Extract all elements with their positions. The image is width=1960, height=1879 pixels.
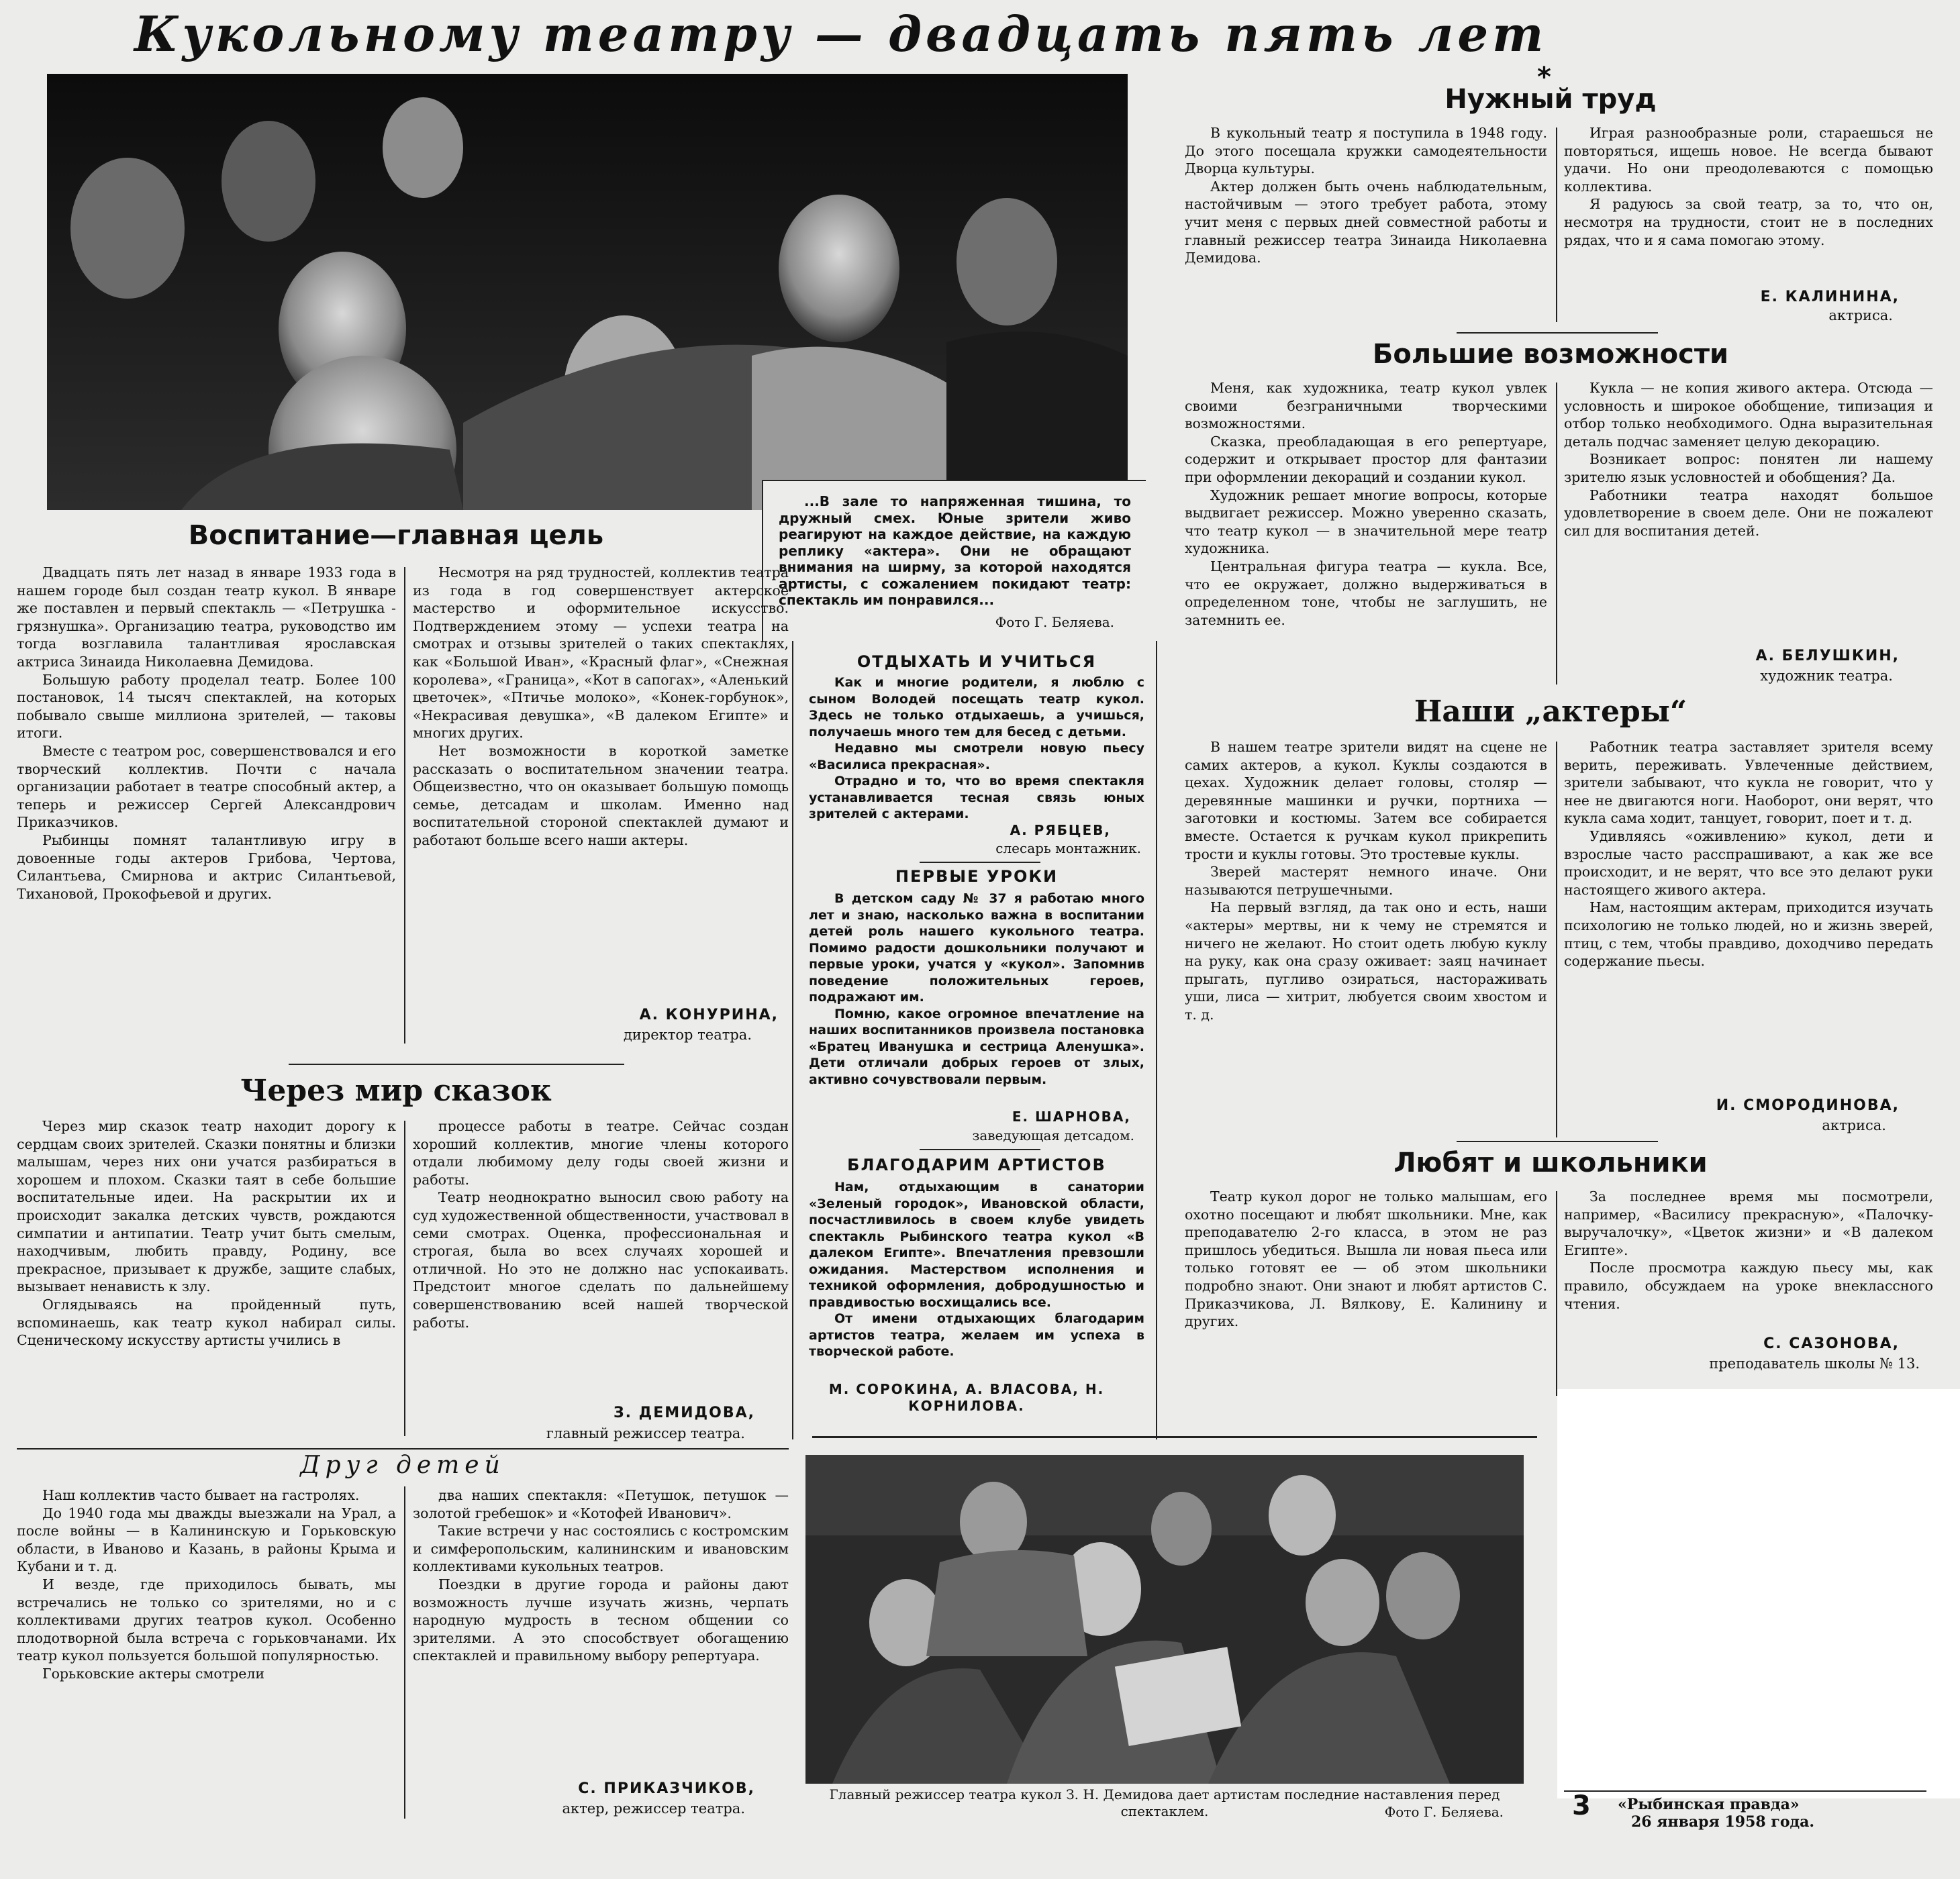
issue-date: 26 января 1958 года. [1631, 1813, 1815, 1831]
drug-col1-p2: До 1940 года мы дважды выезжали на Урал, а после войны — в Калининскую и Горьковскую области, в Иваново и Казань, в районы Крыма и Кубани и т. д. [17, 1505, 396, 1575]
drug-col1-p3: И везде, где приходилось бывать, мы встречались не только со зрителями, но и с коллективами других театров кукол. Особенно плодотворной была встреча с горьковчанами. Их театр кукол пользуется большой популярностью. [17, 1576, 396, 1664]
shkolniki-col2-p2: После просмотра каждую пьесу мы, как правило, обсуждаем на уроке внеклассного чтения. [1564, 1260, 1933, 1312]
skazki-title: Через мир сказок [240, 1074, 552, 1108]
divider-line [289, 1064, 624, 1065]
bolshie-col1-p2: Сказка, преобладающая в его репертуаре, содержит и открывает простор для фантазии при оформлении декораций и создании кукол. [1185, 433, 1547, 485]
nuzhny-signature: Е. КАЛИНИНА, [1760, 289, 1900, 305]
divider-line [920, 862, 1040, 863]
vospitanie-role: директор театра. [623, 1027, 752, 1043]
shkolniki-role: преподаватель школы № 13. [1709, 1356, 1920, 1372]
divider-line [812, 1436, 1537, 1438]
vospitanie-title: Воспитание—главная цель [188, 520, 604, 551]
column-rule [1556, 1191, 1557, 1396]
column-rule [1156, 641, 1157, 1439]
drug-col2-p3: Поездки в другие города и районы дают возможность лучше изучать жизнь, черпать народную мудрость в тесном общении со зрителями. А это способствует обогащению спектаклей и правильному выбору репертуара. [413, 1576, 789, 1664]
aktery-title: Наши „актеры“ [1414, 695, 1687, 729]
photo1-credit: Фото Г. Беляева. [995, 614, 1114, 630]
aktery-col1-p2: Зверей мастерят немного иначе. Они называются петрушечными. [1185, 864, 1547, 898]
aktery-col1 [1185, 738, 1547, 1141]
skazki-col1-p2: Оглядываясь на пройденный путь, вспоминаешь, как театр кукол набирал силы. Сценическому искусству артисты учились в [17, 1296, 396, 1349]
drug-role: актер, режиссер театра. [562, 1800, 745, 1817]
photo1-caption: ...В зале то напряженная тишина, то дружный смех. Юные зрители живо реагируют на каждое действие, на каждую реплику «актера». Они не обращают внимания на ширму, за которой находятся артисты, с сожалением покидают театр: спектакль им понравился... [779, 493, 1131, 608]
bolshie-col1-p3: Художник решает многие вопросы, которые выдвигает режиссер. Можно уверенно сказать, что театр кукол — в значительной мере театр художника. [1185, 487, 1547, 557]
otdyhat-role: слесарь монтажник. [995, 840, 1141, 856]
photo2-credit: Фото Г. Беляева. [1384, 1804, 1504, 1820]
vospitanie-col1-p1: Двадцать пять лет назад в январе 1933 года в нашем городе был создан театр кукол. В январе же поставлен и первый спектакль — «Петрушка - грязнушка». Организацию театра, руководство им тогда возглавила талантливая ярославская актриса Зинаида Николаевна Демидова. [17, 564, 396, 670]
blagodarim-text [809, 1179, 1144, 1379]
shkolniki-col2-p1: За последнее время мы посмотрели, например, «Василису прекрасную», «Палочку-выручалочку», «Цветок жизни» и «В далеком Египте». [1564, 1188, 1933, 1258]
uroki-title: ПЕРВЫЕ УРОКИ [895, 867, 1059, 886]
skazki-col2-p2: Театр неоднократно выносил свою работу на суд художественной общественности, участвовал в семи смотрах. Оценка, профессиональная и строгая, была во всех случаях хорошей и отличной. Но это не должно нас успокаивать. Предстоит многое сделать по дальнейшему совершенствованию всей нашей творческой работы. [413, 1189, 789, 1331]
bolshie-col1-p4: Центральная фигура театра — кукла. Все, что ее окружает, должно выдерживаться в определенном тоне, чтобы не заглушить, не затемнить ее. [1185, 558, 1547, 628]
aktery-role: актриса. [1822, 1117, 1886, 1133]
bolshie-col2-p1: Кукла — не копия живого актера. Отсюда — условность и широкое обобщение, типизация и отбор только необходимого. Одна выразительная деталь подчас заменяет целую декорацию. [1564, 380, 1933, 450]
skazki-col2-p1: процессе работы в театре. Сейчас создан хороший коллектив, многие члены которого отдали любимому делу годы своей жизни и работы. [413, 1118, 789, 1188]
shkolniki-signature: С. САЗОНОВА, [1763, 1335, 1900, 1352]
column-rule [1556, 383, 1557, 684]
column-rule [404, 1486, 405, 1819]
director-photo-drawing [805, 1455, 1524, 1784]
vospitanie-col1 [17, 564, 396, 1047]
uroki-p2: Помню, какое огромное впечатление на наших воспитанников произвела постановка «Братец Иванушка и сестрица Аленушка». Дети отличали добрых героев от злых, активно сочувствовали первым. [809, 1006, 1144, 1087]
bolshie-col2-p2: Возникает вопрос: понятен ли нашему зрителю язык условностей и обобщения? Да. [1564, 451, 1933, 485]
main-headline: Кукольному театру — двадцать пять лет [134, 5, 1548, 62]
bolshie-col2-p3: Работники театра находят большое удовлетворение в своем деле. Они не пожалеют сил для воспитания детей. [1564, 487, 1933, 539]
audience-photo [47, 74, 1128, 510]
aktery-signature: И. СМОРОДИНОВА, [1716, 1097, 1900, 1114]
nuzhny-role: актриса. [1828, 307, 1893, 323]
drug-col1-p1: Наш коллектив часто бывает на гастролях. [42, 1487, 360, 1503]
skazki-signature: З. ДЕМИДОВА, [613, 1405, 755, 1421]
newspaper-name: «Рыбинская правда» [1618, 1796, 1800, 1813]
drug-col2 [413, 1486, 789, 1782]
nuzhny-col2-p2: Я радуюсь за свой театр, за то, что он, несмотря на трудности, стоит не в последних рядах, что и я сама помогаю этому. [1564, 196, 1933, 248]
otdyhat-text [809, 674, 1144, 823]
divider-line [1457, 332, 1658, 334]
nuzhny-title: Нужный труд [1444, 84, 1657, 115]
page-number: 3 [1572, 1790, 1591, 1821]
column-rule [404, 1121, 405, 1436]
drug-col2-p1: два наших спектакля: «Петушок, петушок — золотой гребешок» и «Котофей Иванович». [413, 1487, 789, 1521]
audience-photo-drawing [47, 74, 1128, 510]
otdyhat-p3: Отрадно и то, что во время спектакля устанавливается тесная связь юных зрителей с актерами. [809, 774, 1144, 821]
shkolniki-col1-p1: Театр кукол дорог не только малышам, его охотно посещают и любят школьники. Мне, как преподавателю 2-го класса, в этом не раз пришлось убедиться. Вышла ли новая пьеса или только готовят ее — об этом школьники подробно знают. Они знают и любят артистов С. Приказчикова, Л. Вялкову, Е. Калинину и других. [1185, 1188, 1547, 1330]
asterisk-divider: * [1537, 62, 1551, 93]
nuzhny-col1 [1185, 124, 1547, 325]
aktery-col2-p2: Удивляясь «оживлению» кукол, дети и взрослые часто расспрашивают, а как же все происходит, и не верят, что все это делают руки настоящего живого актера. [1564, 827, 1933, 898]
blagodarim-title: БЛАГОДАРИМ АРТИСТОВ [847, 1156, 1106, 1174]
bolshie-signature: А. БЕЛУШКИН, [1755, 648, 1900, 664]
bolshie-col1-p1: Меня, как художника, театр кукол увлек своими безграничными творческими возможностями. [1185, 380, 1547, 432]
nuzhny-col1-p2: Актер должен быть очень наблюдательным, настойчивым — этого требует работа, этому учит меня с первых дней совместной работы и главный режиссер театра Зинаида Николаевна Демидова. [1185, 178, 1547, 266]
vospitanie-col1-p3: Вместе с театром рос, совершенствовался и его творческий коллектив. Почти с начала организации работает в театре способный актер, а теперь и режиссер Сергей Александрович Приказчиков. [17, 742, 396, 831]
column-rule [792, 641, 793, 1439]
skazki-col2 [413, 1117, 789, 1403]
otdyhat-p1: Как и многие родители, я люблю с сыном Володей посещать театр кукол. Здесь не только отдыхаешь, а учишься, получаешь много тем для бесед с детьми. [809, 675, 1144, 740]
blagodarim-signature: М. СОРОКИНА, А. ВЛАСОВА, Н. КОРНИЛОВА. [828, 1381, 1105, 1414]
skazki-role: главный режиссер театра. [546, 1425, 745, 1441]
vospitanie-signature: А. КОНУРИНА, [639, 1007, 779, 1023]
bolshie-col2 [1564, 379, 1933, 644]
divider-line [920, 1149, 1040, 1150]
blagodarim-p2: От имени отдыхающих благодарим артистов театра, желаем им успеха в творческой работе. [809, 1311, 1144, 1359]
vospitanie-col1-p4: Рыбинцы помнят талантливую игру в довоенные годы актеров Грибова, Чертова, Силантьева, Смирнова и актрис Силантьевой, Тихановой, Прокофьевой и других. [17, 831, 396, 902]
skazki-col1 [17, 1117, 396, 1439]
divider-line [17, 1448, 789, 1450]
uroki-role: заведующая детсадом. [972, 1127, 1134, 1144]
blagodarim-p1: Нам, отдыхающим в санатории «Зеленый городок», Ивановской области, посчастливилось в своем клубе увидеть спектакль Рыбинского театра кукол «В далеком Египте». Впечатления превзошли ожидания. Мастерством исполнения и техникой оформления, добродушностью и правдивостью восхищались все. [809, 1180, 1144, 1310]
aktery-col2-p3: Нам, настоящим актерам, приходится изучать психологию не только людей, но и жизнь зверей, птиц, с тем, чтобы правдиво, доходчиво передать содержание пьесы. [1564, 899, 1933, 970]
aktery-col1-p3: На первый взгляд, да так оно и есть, наши «актеры» мертвы, ни к чему не стремятся и ничего не желают. Но стоит одеть любую куклу на руку, как она сразу оживает: заяц начинает прыгать, пугливо озираться, настораживать уши, лиса — хитрит, любуется своим хвостом и т. д. [1185, 899, 1547, 1023]
uroki-signature: Е. ШАРНОВА, [1012, 1109, 1131, 1125]
drug-signature: С. ПРИКАЗЧИКОВ, [578, 1780, 755, 1797]
uroki-text [809, 891, 1144, 1117]
shkolniki-col1 [1185, 1188, 1547, 1426]
vospitanie-col2 [413, 564, 789, 1003]
bolshie-role: художник театра. [1760, 668, 1893, 684]
skazki-col1-p1: Через мир сказок театр находит дорогу к сердцам своих зрителей. Сказки понятны и близки малышам, через них они учатся разбираться в хорошем и плохом. Сказки таят в себе большие воспитательные идеи. На раскрытии их и происходит закалка детских чувств, рождаются симпатии и антипатии. Театр учит быть смелым, находчивым, любить правду, Родину, все прекрасное, призывает к дружбе, защите слабых, вызывает ненависть к злу. [17, 1118, 396, 1295]
bolshie-title: Большие возможности [1372, 339, 1729, 370]
aktery-col2-p1: Работник театра заставляет зрителя всему верить, переживать. Увлеченные действием, зрители забывают, что кукла не говорит, что у нее не двигаются ноги. Наоборот, они верят, что кукла сама ходит, танцует, говорит, поет и т. д. [1564, 739, 1933, 827]
column-rule [1556, 742, 1557, 1137]
drug-title: Друг детей [300, 1452, 505, 1479]
director-photo [805, 1455, 1524, 1784]
shkolniki-title: Любят и школьники [1393, 1148, 1708, 1178]
vospitanie-col2-p2: Нет возможности в короткой заметке рассказать о воспитательном значении театра. Общеизвестно, что он оказывает большую помощь семье, детсадам и школам. Именно над воспитательной стороной спектаклей думают и работают больше всего наши актеры. [413, 742, 789, 848]
drug-col1 [17, 1486, 396, 1822]
drug-col2-p2: Такие встречи у нас состоялись с костромским и симферопольским, калининским и ивановским коллективами кукольных театров. [413, 1523, 789, 1575]
aktery-col1-p1: В нашем театре зрители видят на сцене не самих актеров, а кукол. Куклы создаются в цехах. Художник делает головы, столяр — деревянные машинки и ручки, портниха — заготовки и костюмы. Затем все собирается вместе. Остается к ручкам кукол прикрепить трости и куклы готовы. Это тростевые куклы. [1185, 739, 1547, 862]
column-rule [404, 567, 405, 1044]
otdyhat-title: ОТДЫХАТЬ И УЧИТЬСЯ [856, 652, 1097, 671]
column-rule [1556, 128, 1557, 322]
nuzhny-col2-p1: Играя разнообразные роли, стараешься не повторяться, ищешь новое. Не всегда бывают удачи. Но они преодолеваются с помощью коллектива. [1564, 125, 1933, 195]
nuzhny-col2 [1564, 124, 1933, 289]
photo2-caption: Главный режиссер театра кукол З. Н. Демидова дает артистам последние наставления перед спектаклем. [829, 1786, 1500, 1819]
vospitanie-col1-p2: Большую работу проделал театр. Более 100 постановок, 14 тысяч спектаклей, на которых побывало свыше миллиона зрителей, — таковы итоги. [17, 671, 396, 742]
footer-rule [1564, 1790, 1926, 1792]
blank-patch [1557, 1389, 1960, 1798]
otdyhat-p2: Недавно мы смотрели новую пьесу «Василиса прекрасная». [809, 741, 1144, 772]
drug-col1-p4: Горьковские актеры смотрели [42, 1665, 265, 1682]
otdyhat-signature: А. РЯБЦЕВ, [1010, 822, 1111, 838]
divider-line [1457, 1141, 1658, 1142]
uroki-p1: В детском саду № 37 я работаю много лет и знаю, насколько важна в воспитании детей роль нашего кукольного театра. Помимо радости дошкольники получают и первые уроки, учатся у «кукол». Запомнив поведение положительных героев, подражают им. [809, 891, 1144, 1005]
vospitanie-col2-p1: Несмотря на ряд трудностей, коллектив театра из года в год совершенствует актерское мастерство и оформительное искусство. Подтверждением этому — успехи театра на смотрах и отзывы зрителей о таких спектаклях, как «Большой Иван», «Красный флаг», «Снежная королева», «Граница», «Кот в сапогах», «Аленький цветочек», «Птичье молоко», «Конек-горбунок», «Некрасивая девушка», «В далеком Египте» и многих других. [413, 564, 789, 742]
nuzhny-col1-p1: В кукольный театр я поступила в 1948 году. До этого посещала кружки самодеятельности Дворца культуры. [1185, 125, 1547, 177]
shkolniki-col2 [1564, 1188, 1933, 1332]
bolshie-col1 [1185, 379, 1547, 687]
aktery-col2 [1564, 738, 1933, 1094]
